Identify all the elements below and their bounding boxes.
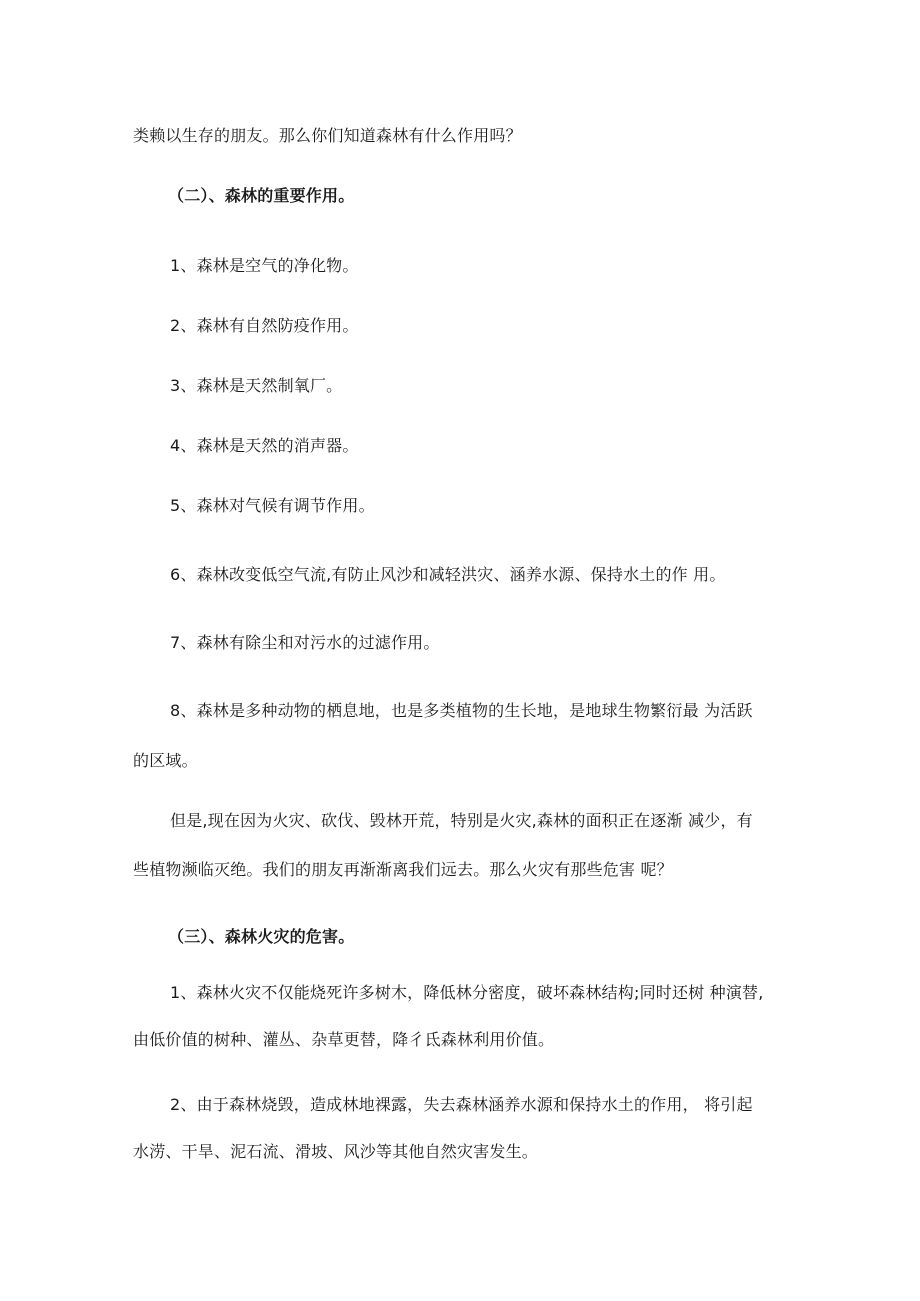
list-item-8-line1: 8、森林是多种动物的栖息地，也是多类植物的生长地，是地球生物繁衍最 为活跃 [170, 701, 753, 720]
hazard-item-1-line2: 由低价值的树种、灌丛、杂草更替，降彳氐森林利用价值。 [133, 1030, 555, 1049]
list-item: 3、森林是天然制氧厂。 [170, 376, 343, 395]
hazard-item-1-line1: 1、森林火灾不仅能烧死许多树木，降低林分密度，破坏森林结构;同时还树 种演替, [170, 983, 764, 1002]
section-heading-fire-hazards: （三）、森林火灾的危害。 [168, 927, 355, 946]
list-item: 7、森林有除尘和对污水的过滤作用。 [170, 633, 440, 652]
list-item: 2、森林有自然防疫作用。 [170, 316, 359, 335]
list-item: 6、森林改变低空气流,有防止风沙和减轻洪灾、涵养水源、保持水土的作 用。 [170, 565, 726, 584]
paragraph-intro-tail: 类赖以生存的朋友。那么你们知道森林有什么作用吗？ [133, 126, 522, 145]
list-item-8-line2: 的区域。 [133, 751, 198, 770]
paragraph-transition-line2: 些植物濒临灭绝。我们的朋友再渐渐离我们远去。那么火灾有那些危害 呢？ [133, 860, 673, 879]
paragraph-transition-line1: 但是,现在因为火灾、砍伐、毁林开荒，特别是火灾,森林的面积正在逐渐 减少，有 [170, 811, 753, 830]
hazard-item-2-line1: 2、由于森林烧毁，造成林地裸露，失去森林涵养水源和保持水土的作用， 将引起 [170, 1095, 753, 1114]
hazard-item-2-line2: 水涝、干旱、泥石流、滑坡、风沙等其他自然灾害发生。 [133, 1142, 539, 1161]
list-item: 5、森林对气候有调节作用。 [170, 496, 375, 515]
list-item: 1、森林是空气的净化物。 [170, 256, 359, 275]
section-heading-importance: （二）、森林的重要作用。 [168, 186, 355, 205]
list-item: 4、森林是天然的消声器。 [170, 436, 359, 455]
